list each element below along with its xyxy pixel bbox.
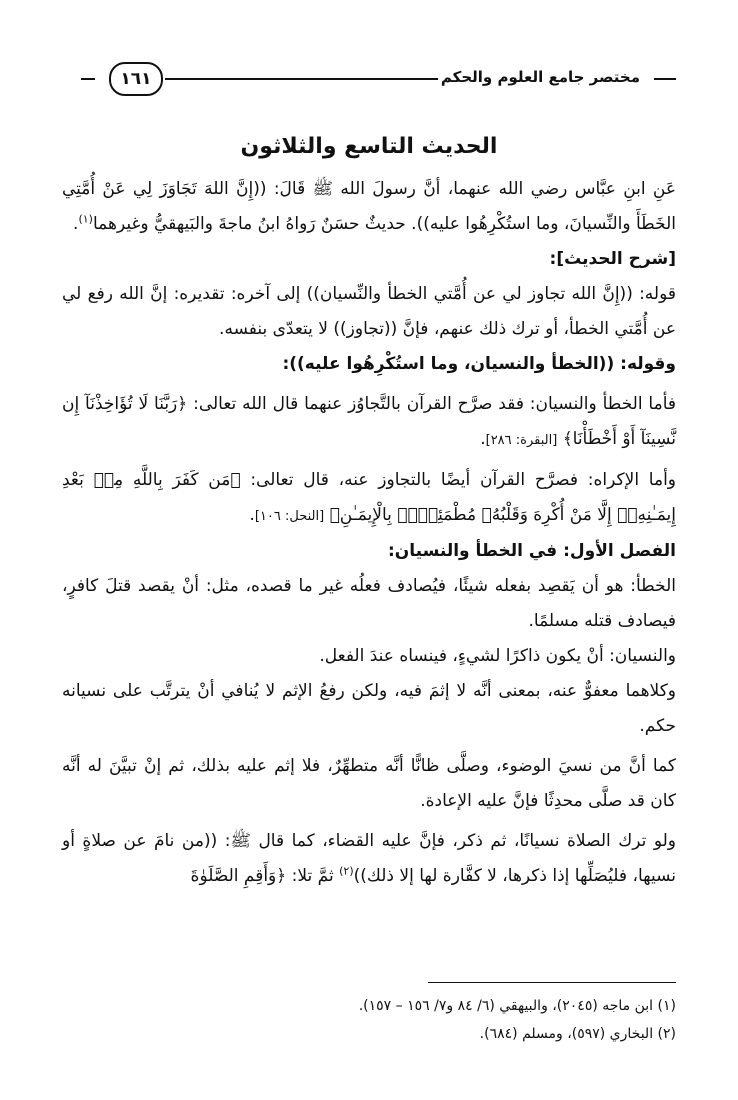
- paragraph: فأما الخطأ والنسيان: فقد صرَّح القرآن بالتَّجاوُز عنهما قال الله تعالى: ﴿رَبَّنَا لَا تُؤَاخِذْنَآ إِن نَّسِينَآ أَوْ أَخْطَأْنَا﴾ [البقرة: ٢٨٦].: [62, 394, 677, 449]
- paragraph: كما أنَّ من نسيَ الوضوء، وصلَّى ظانًّا أنَّه متطهِّرٌ، فلا إثم عليه بذلك، ثم إنْ تبيَّنَ له أنَّه كان قد صلَّى محدِثًا فإنَّ عليه الإعادة.: [62, 756, 676, 811]
- footnote-2: (٢) البخاري (٥٩٧)، ومسلم (٦٨٤).: [479, 1026, 676, 1042]
- verse-reference: [النحل: ١٠٦]: [254, 509, 325, 524]
- header-dash-right: [654, 78, 676, 80]
- paragraph: قوله: ((إِنَّ الله تجاوز لي عن أُمَّتي الخطأ والنِّسيان)) إلى آخره: تقديره: إنَّ الله رفع لي عن أُمَّتي الخطأ، أو ترك ذلك عنهم، فإنَّ ((تجاوز)) لا يتعدّى بنفسه.: [62, 284, 676, 339]
- header-rule: [165, 78, 438, 80]
- footnote-1: (١) ابن ماجه (٢٠٤٥)، والبيهقي (٦/ ٨٤ و٧/ ١٥٦ – ١٥٧).: [358, 998, 676, 1014]
- main-text: [62, 172, 676, 894]
- paragraph: الخطأ: هو أن يَقصِد بفعله شيئًا، فيُصادف فعلُه غير ما قصده، مثل: أنْ يقصد قتلَ كافرٍ، فيصادف قتله مسلمًا.: [62, 576, 676, 631]
- page-number: ١٦١: [109, 62, 163, 96]
- paragraph: وقوله: ((الخطأ والنسيان، وما استُكْرِهُوا عليه)):: [282, 354, 676, 374]
- header-dash-left: [81, 78, 95, 80]
- verse-reference: [البقرة: ٢٨٦]: [485, 433, 558, 448]
- quran-verse: ﴿مَن كَفَرَ بِاللَّهِ مِنۢ بَعْدِ إِيمَـٰنِهِۦٓ إِلَّا مَنْ أُكْرِهَ وَقَلْبُهُۥ مُطْمَئِنٌّۢ بِالْإِيمَـٰنِ﴾: [62, 470, 676, 525]
- paragraph: والنسيان: أنْ يكون ذاكرًا لشيءٍ، فينساه عندَ الفعل.: [319, 646, 676, 666]
- hadith-title: الحديث التاسع والثلاثون: [240, 134, 498, 159]
- explanation-heading: [شرح الحديث]:: [549, 249, 676, 269]
- book-title: مختصر جامع العلوم والحكم: [440, 68, 640, 86]
- footnotes: [62, 992, 676, 1048]
- footnote-separator: [428, 982, 676, 983]
- footnote-marker-1: (١): [78, 212, 93, 226]
- running-header: [95, 62, 676, 106]
- paragraph: ولو ترك الصلاة نسيانًا، ثم ذكر، فإنَّ عليه القضاء، كما قال ﷺ: ((من نامَ عن صلاةٍ أو نسيها، فليُصَلِّها إذا ذكرها، لا كفَّارة لها إلا ذلك))$^{(٢)}$ ثمَّ تلا: ﴿وَأَقِمِ الصَّلَوٰةَ: [62, 831, 676, 886]
- quran-verse: ﴿رَبَّنَا لَا تُؤَاخِذْنَآ إِن نَّسِينَآ أَوْ أَخْطَأْنَا﴾: [62, 394, 676, 449]
- hadith-text: عَنِ ابنِ عبَّاس رضي الله عنهما، أنَّ رسولَ الله ﷺ قَالَ: ((إِنَّ اللهَ تَجَاوَزَ لِي عَنْ أُمَّتِي الخَطَأَ والنِّسيانَ، وما استُكْرِهُوا عليه)). حديثٌ حسَنٌ رَواهُ ابنُ ماجةَ والبَيهقيُّ وغيرهما$^{(١)}$.: [62, 179, 676, 234]
- paragraph: وأما الإكراه: فصرَّح القرآن أيضًا بالتجاوز عنه، قال تعالى: ﴿مَن كَفَرَ بِاللَّهِ مِنۢ بَعْدِ إِيمَـٰنِهِۦٓ إِلَّا مَنْ أُكْرِهَ وَقَلْبُهُۥ مُطْمَئِنٌّۢ بِالْإِيمَـٰنِ﴾ [النحل: ١٠٦].: [62, 470, 677, 525]
- paragraph: وكلاهما معفوٌّ عنه، بمعنى أنَّه لا إثمَ فيه، ولكن رفعُ الإثم لا يُنافي أنْ يترتَّب على نسيانه حكم.: [62, 681, 676, 736]
- section-heading: الفصل الأول: في الخطأ والنسيان:: [387, 541, 676, 561]
- quran-verse: ﴿وَأَقِمِ الصَّلَوٰةَ: [190, 866, 287, 886]
- footnote-marker-2: (٢): [339, 864, 354, 878]
